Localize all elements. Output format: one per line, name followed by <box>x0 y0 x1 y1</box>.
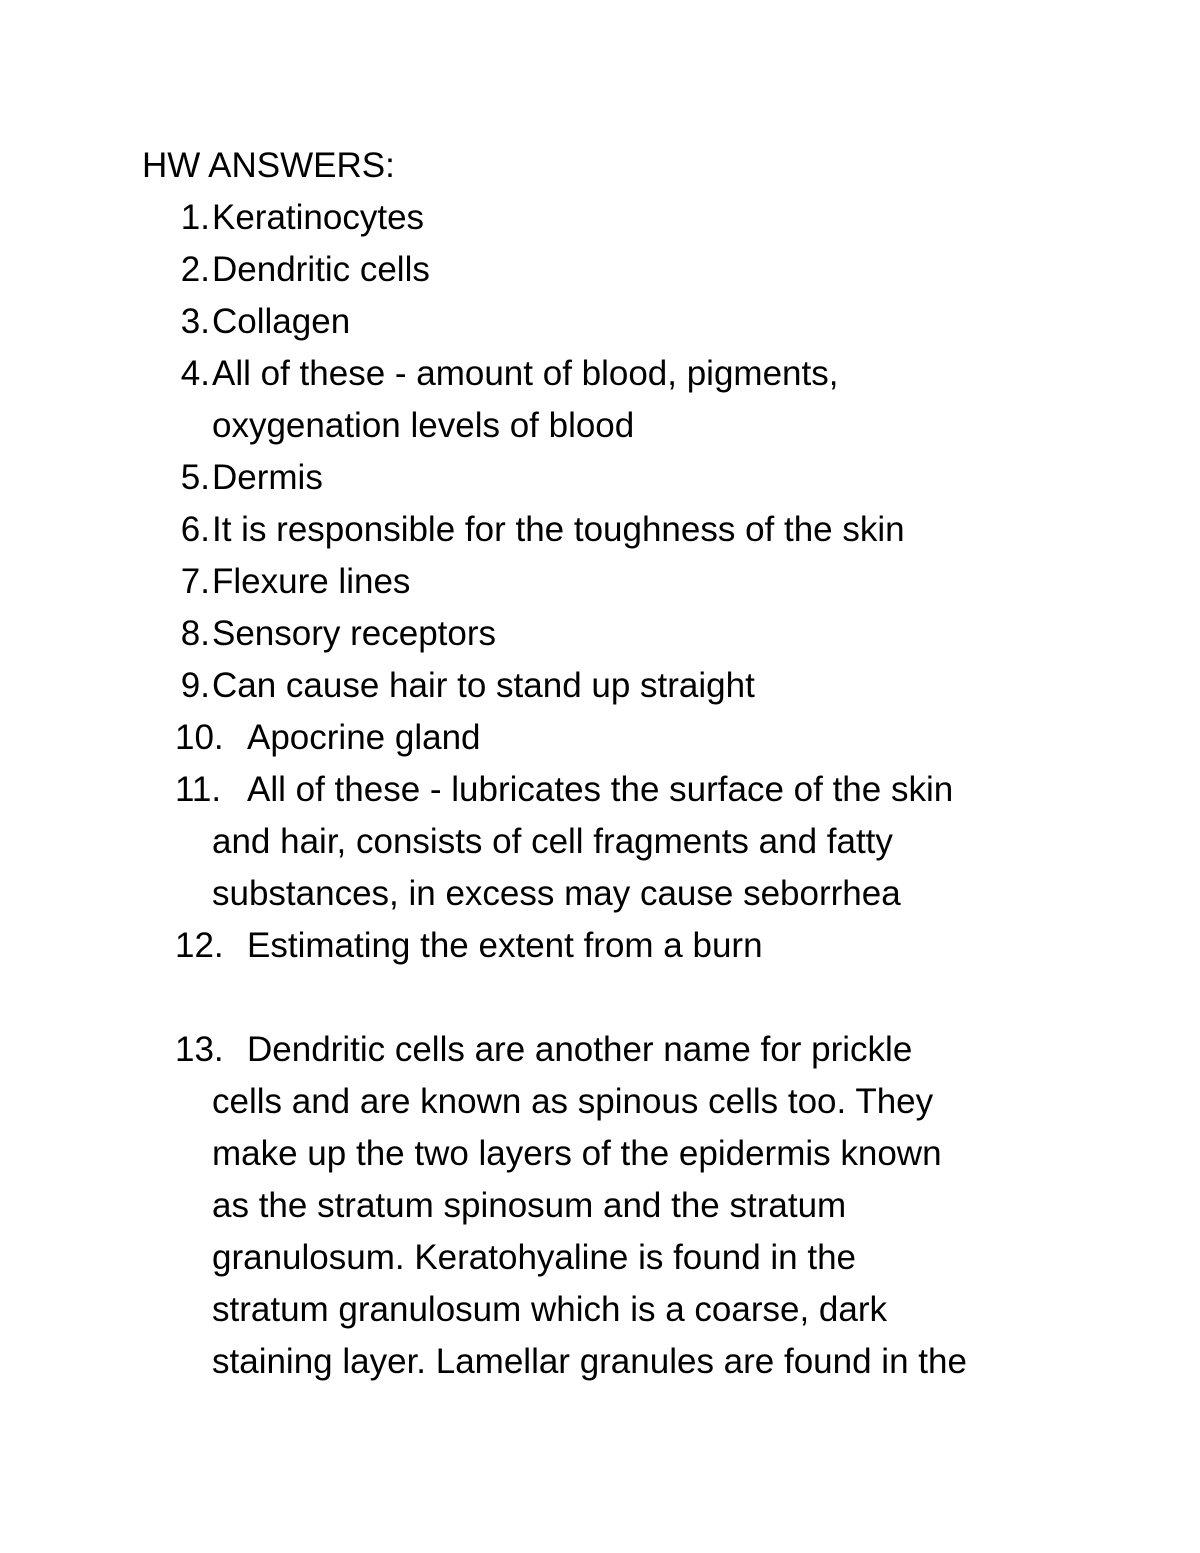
item-number: 3. <box>180 302 210 341</box>
item-text: Estimating the extent from a burn <box>247 926 763 965</box>
item-number: 2. <box>180 250 210 289</box>
item-text: staining layer. Lamellar granules are found in the <box>212 1342 967 1381</box>
item-text: All of these - amount of blood, pigments, <box>212 354 839 393</box>
item-text: Dermis <box>212 458 323 497</box>
item-text: as the stratum spinosum and the stratum <box>212 1186 847 1225</box>
item-number: 1. <box>180 198 210 237</box>
item-text: Sensory receptors <box>212 614 497 653</box>
item-text: oxygenation levels of blood <box>212 406 635 445</box>
item-text: Dendritic cells are another name for prickle <box>247 1030 913 1069</box>
item-text: All of these - lubricates the surface of the skin <box>247 770 954 809</box>
item-number: 10. <box>175 718 224 757</box>
item-text: It is responsible for the toughness of the skin <box>212 510 905 549</box>
item-number: 7. <box>180 562 210 601</box>
item-text: Dendritic cells <box>212 250 430 289</box>
item-number: 11. <box>175 770 222 809</box>
item-text: Can cause hair to stand up straight <box>212 666 755 705</box>
item-number: 13. <box>175 1030 224 1069</box>
item-text: stratum granulosum which is a coarse, dark <box>212 1290 887 1329</box>
item-text: granulosum. Keratohyaline is found in the <box>212 1238 857 1277</box>
item-text: and hair, consists of cell fragments and fatty <box>212 822 893 861</box>
item-text: Apocrine gland <box>247 718 481 757</box>
item-number: 6. <box>180 510 210 549</box>
item-number: 5. <box>180 458 210 497</box>
item-text: Collagen <box>212 302 351 341</box>
item-text: substances, in excess may cause seborrhea <box>212 874 901 913</box>
item-number: 4. <box>180 354 210 393</box>
item-text: make up the two layers of the epidermis known <box>212 1134 942 1173</box>
page-title: HW ANSWERS: <box>142 146 395 185</box>
item-text: Keratinocytes <box>212 198 425 237</box>
item-text: cells and are known as spinous cells too. They <box>212 1082 934 1121</box>
item-number: 8. <box>180 614 210 653</box>
item-text: Flexure lines <box>212 562 411 601</box>
item-number: 12. <box>175 926 224 965</box>
item-number: 9. <box>180 666 210 705</box>
